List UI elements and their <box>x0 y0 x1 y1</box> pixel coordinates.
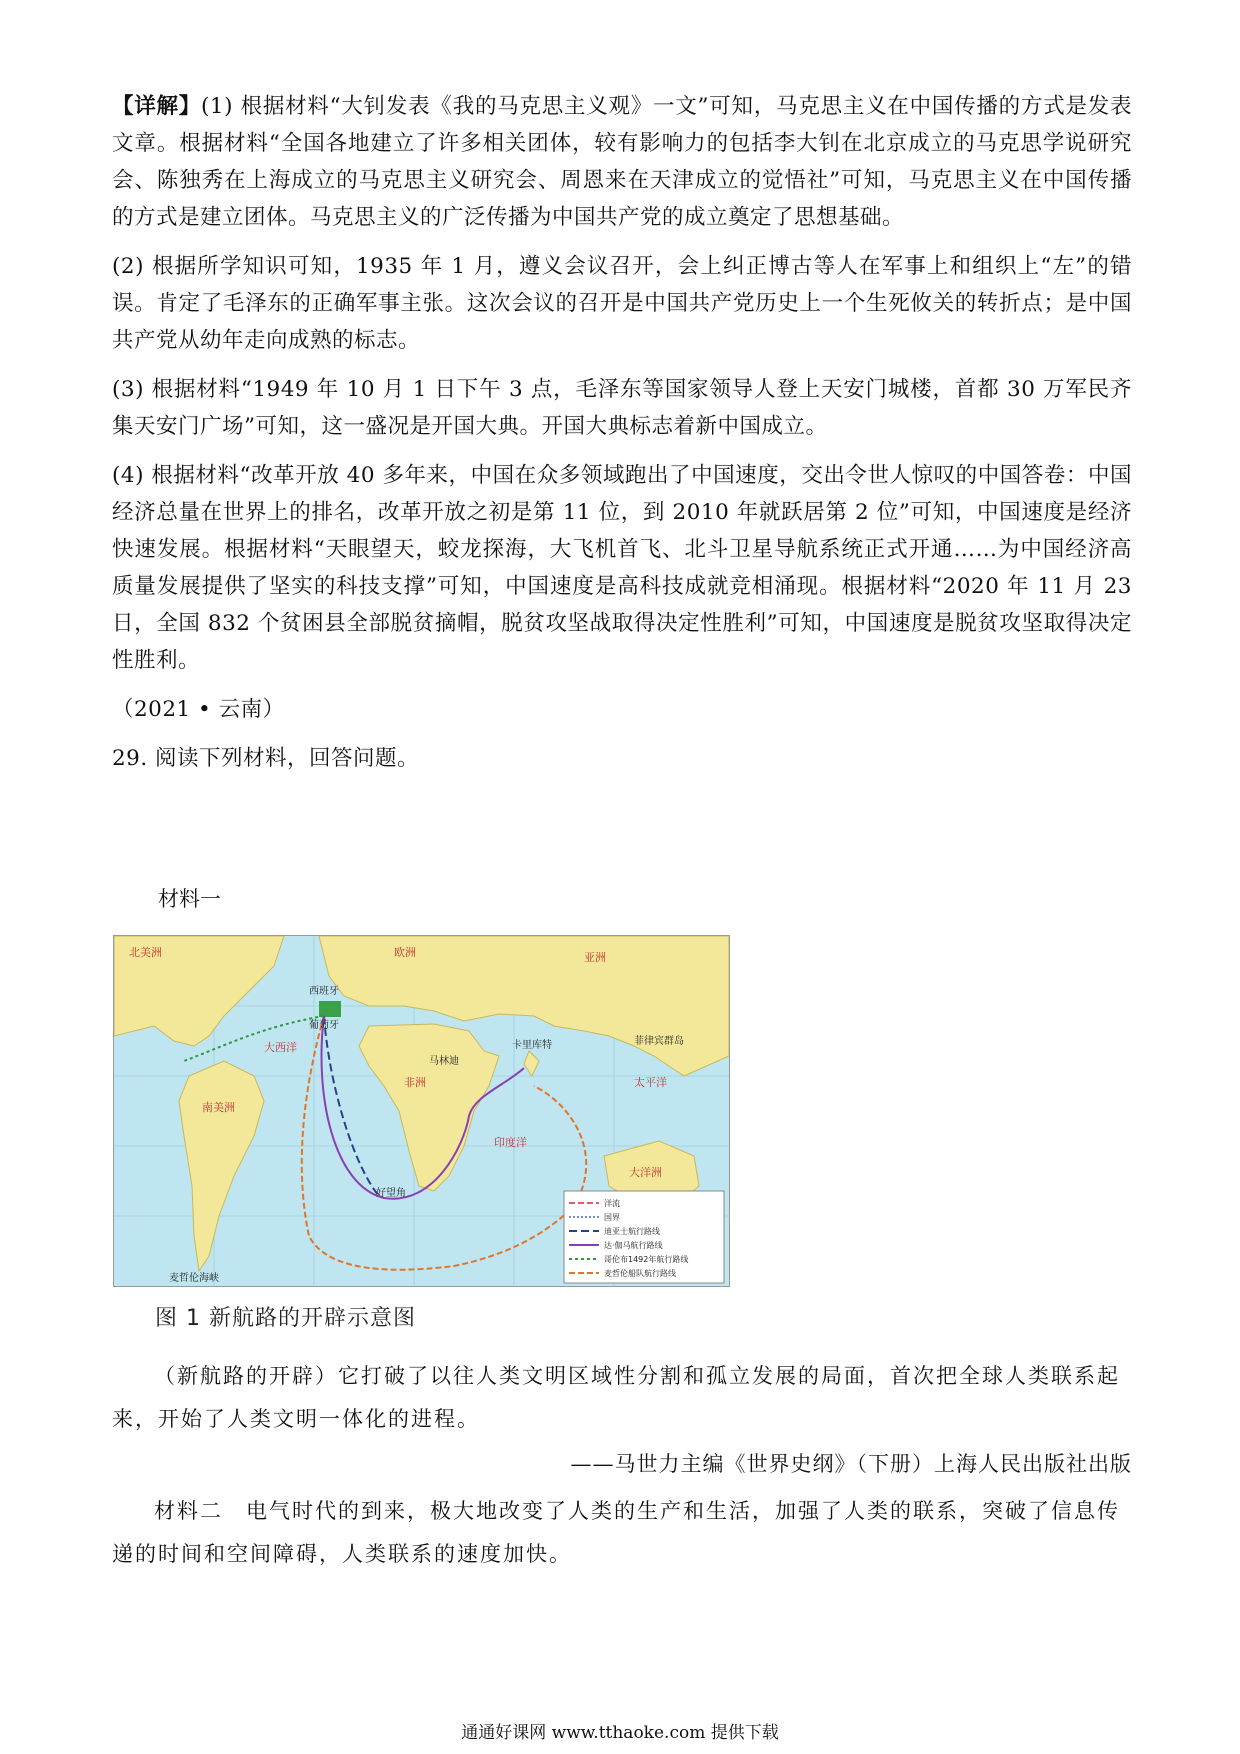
material1-source: ——马世力主编《世界史纲》（下册）上海人民出版社出版 <box>570 1452 1132 1476</box>
map-legend <box>564 1191 724 1283</box>
label-africa: 非洲 <box>404 1076 426 1089</box>
detail-tag: 【详解】 <box>112 94 202 119</box>
legend-columbus-label: 哥伦布1492年航行路线 <box>604 1255 689 1264</box>
material1-label: 材料一 <box>158 887 221 911</box>
label-indian: 印度洋 <box>494 1136 527 1149</box>
legend-dias-label: 迪亚士航行路线 <box>604 1227 660 1236</box>
detail-paragraph-4: (4) 根据材料“改革开放 40 多年来，中国在众多领域跑出了中国速度，交出令世人惊叹的中国答卷：中国经济总量在世界上的排名，改革开放之初是第 11 位，到 2010 年就跃居第 2 位”可知，中国速度是经济快速发展。根据材料“天眼望天，蛟龙探海，大飞机首飞、北斗卫星导航系统正式开通……为中国经济高质量发展提供了坚实的科技支撑”可知，中国速度是高科技成就竞相涌现。根据材料“2020 年 11 月 23 日，全国 832 个贫困县全部脱贫摘帽，脱贫攻坚战取得决定性胜利”可知，中国速度是脱贫攻坚取得决定性胜利。 <box>112 463 1132 673</box>
label-spain: 西班牙 <box>309 986 339 997</box>
legend-border-label: 国界 <box>604 1213 620 1222</box>
label-philippines: 菲律宾群岛 <box>634 1036 684 1047</box>
label-europe: 欧洲 <box>394 946 416 959</box>
label-asia: 亚洲 <box>584 951 606 964</box>
material1-quote <box>112 1355 1132 1441</box>
material2-block <box>112 1490 1132 1576</box>
label-cape: 好望角 <box>376 1188 406 1199</box>
iberia-highlight <box>319 1001 341 1017</box>
detail-paragraph-3: (3) 根据材料“1949 年 10 月 1 日下午 3 点，毛泽东等国家领导人登上天安门城楼，首都 30 万军民齐集天安门广场”可知，这一盛况是开国大典。开国大典标志着新中国成立。 <box>112 377 1132 439</box>
detail-paragraph-2: (2) 根据所学知识可知，1935 年 1 月，遵义会议召开，会上纠正博古等人在军事上和组织上“左”的错误。肯定了毛泽东的正确军事主张。这次会议的召开是中国共产党历史上一个生死攸关的转折点；是中国共产党从幼年走向成熟的标志。 <box>112 254 1132 353</box>
answer-detail <box>112 88 1132 789</box>
label-oceania: 大洋洲 <box>629 1166 662 1179</box>
detail-paragraph-1 <box>112 88 1132 236</box>
legend-magellan-label: 麦哲伦船队航行路线 <box>604 1269 676 1278</box>
material1-text: （新航路的开辟）它打破了以往人类文明区域性分割和孤立发展的局面，首次把全球人类联系起来，开始了人类文明一体化的进程。 <box>112 1364 1120 1431</box>
legend-gama-label: 达·伽马航行路线 <box>604 1241 663 1250</box>
page-footer: 通通好课网 www.tthaoke.com 提供下载 <box>461 1723 779 1743</box>
material2-text: 材料二 电气时代的到来，极大地改变了人类的生产和生活，加强了人类的联系，突破了信息传递的时间和空间障碍，人类联系的速度加快。 <box>112 1499 1120 1566</box>
voyage-map-svg <box>114 936 729 1286</box>
source-tag: （2021 • 云南） <box>112 697 285 722</box>
label-calicut: 卡里库特 <box>512 1040 552 1051</box>
label-north-america: 北美洲 <box>129 946 162 959</box>
label-pacific: 太平洋 <box>634 1076 667 1089</box>
label-malindi: 马林迪 <box>429 1056 459 1067</box>
label-south-america: 南美洲 <box>202 1101 235 1114</box>
label-atlantic: 大西洋 <box>264 1041 297 1054</box>
label-portugal: 葡萄牙 <box>309 1020 339 1031</box>
question-heading: 29. 阅读下列材料，回答问题。 <box>112 746 420 771</box>
detail-p1-text: (1) 根据材料“大钊发表《我的马克思主义观》一文”可知，马克思主义在中国传播的方式是发表文章。根据材料“全国各地建立了许多相关团体，较有影响力的包括李大钊在北京成立的马克思学说研究会、陈独秀在上海成立的马克思主义研究会、周恩来在天津成立的觉悟社”可知，马克思主义在中国传播的方式是建立团体。马克思主义的广泛传播为中国共产党的成立奠定了思想基础。 <box>112 94 1132 230</box>
legend-current-label: 洋流 <box>604 1199 620 1208</box>
map-caption: 图 1 新航路的开辟示意图 <box>155 1306 416 1331</box>
label-magellan-strait: 麦哲伦海峡 <box>169 1273 219 1284</box>
voyage-map <box>113 935 730 1287</box>
